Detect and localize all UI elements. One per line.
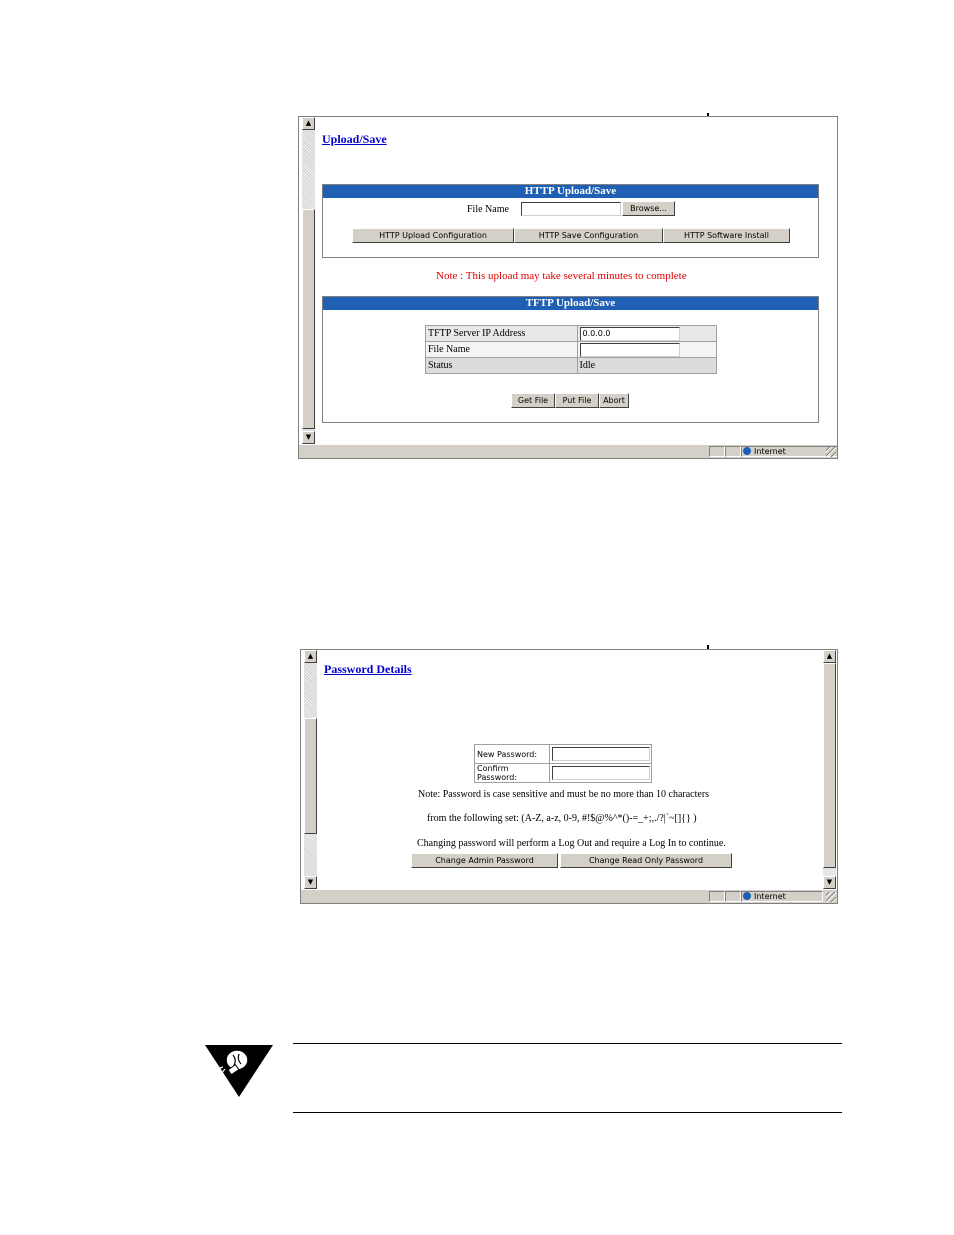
http-upload-configuration-button[interactable]: HTTP Upload Configuration bbox=[352, 228, 514, 243]
down-arrow-icon[interactable]: ▼ bbox=[302, 431, 315, 444]
confirm-password-label: Confirm Password: bbox=[475, 764, 550, 783]
change-read-only-password-button[interactable]: Change Read Only Password bbox=[560, 853, 732, 868]
status-bar-cell bbox=[725, 891, 741, 902]
status-zone-label: Internet bbox=[754, 447, 786, 456]
browse-button[interactable]: Browse... bbox=[622, 201, 675, 216]
tftp-status-value: Idle bbox=[577, 358, 717, 374]
tftp-server-ip-input[interactable]: 0.0.0.0 bbox=[580, 327, 680, 341]
tftp-server-ip-cell bbox=[577, 326, 717, 342]
upload-save-window bbox=[298, 116, 838, 459]
table-row bbox=[475, 745, 652, 764]
new-password-input[interactable] bbox=[552, 747, 650, 761]
password-table bbox=[474, 744, 652, 783]
tftp-server-ip-label: TFTP Server IP Address bbox=[426, 326, 578, 342]
globe-icon bbox=[743, 892, 751, 900]
table-row bbox=[426, 342, 717, 358]
new-password-cell bbox=[550, 745, 652, 764]
put-file-button[interactable]: Put File bbox=[555, 393, 599, 408]
note-top-rule bbox=[293, 1043, 842, 1044]
scrollbar-thumb[interactable] bbox=[823, 663, 836, 868]
http-upload-panel bbox=[322, 184, 819, 258]
password-details-window bbox=[300, 649, 838, 904]
page-title-link[interactable]: Password Details bbox=[324, 662, 412, 676]
password-rules-note: Note: Password is case sensitive and must be no more than 10 characters bbox=[418, 789, 710, 800]
lightbulb-tip-icon bbox=[203, 1043, 275, 1099]
status-bar-cell bbox=[709, 446, 725, 457]
get-file-button[interactable]: Get File bbox=[511, 393, 555, 408]
tftp-panel-title: TFTP Upload/Save bbox=[323, 297, 818, 310]
table-row bbox=[426, 326, 717, 342]
note-bottom-rule bbox=[293, 1112, 842, 1113]
down-arrow-icon[interactable]: ▼ bbox=[304, 876, 317, 889]
http-software-install-button[interactable]: HTTP Software Install bbox=[663, 228, 790, 243]
scrollbar-thumb[interactable] bbox=[304, 718, 317, 834]
resize-grip-icon[interactable] bbox=[826, 892, 836, 902]
resize-grip-icon[interactable] bbox=[826, 447, 836, 457]
right-scrollbar[interactable] bbox=[823, 650, 836, 889]
up-arrow-icon[interactable]: ▲ bbox=[304, 650, 317, 663]
vertical-scrollbar[interactable] bbox=[302, 117, 315, 444]
table-row bbox=[426, 358, 717, 374]
status-zone-label: Internet bbox=[754, 892, 786, 901]
status-bar bbox=[299, 444, 837, 458]
tftp-upload-panel bbox=[322, 296, 819, 423]
logout-note: Changing password will perform a Log Out and require a Log In to continue. bbox=[417, 838, 726, 849]
password-charset-note: from the following set: (A-Z, a-z, 0-9, #!$@%^*()-=_+;,./?|`~[]{} ) bbox=[427, 813, 697, 824]
tftp-file-name-input[interactable] bbox=[580, 343, 680, 357]
http-file-name-input[interactable] bbox=[521, 202, 621, 216]
new-password-label: New Password: bbox=[475, 745, 550, 764]
globe-icon bbox=[743, 447, 751, 455]
status-zone bbox=[743, 445, 786, 458]
page-title-link[interactable]: Upload/Save bbox=[322, 132, 387, 146]
file-name-label: File Name bbox=[467, 204, 509, 215]
table-row bbox=[475, 764, 652, 783]
upload-time-note: Note : This upload may take several minutes to complete bbox=[436, 270, 687, 282]
http-save-configuration-button[interactable]: HTTP Save Configuration bbox=[514, 228, 663, 243]
status-zone bbox=[743, 890, 786, 903]
up-arrow-icon[interactable]: ▲ bbox=[302, 117, 315, 130]
status-bar bbox=[301, 889, 837, 903]
change-admin-password-button[interactable]: Change Admin Password bbox=[411, 853, 558, 868]
status-bar-cell bbox=[709, 891, 725, 902]
up-arrow-icon[interactable]: ▲ bbox=[823, 650, 836, 663]
tftp-settings-table bbox=[425, 325, 717, 374]
confirm-password-input[interactable] bbox=[552, 766, 650, 780]
tftp-file-name-cell bbox=[577, 342, 717, 358]
down-arrow-icon[interactable]: ▼ bbox=[823, 876, 836, 889]
abort-button[interactable]: Abort bbox=[599, 393, 629, 408]
scrollbar-thumb[interactable] bbox=[302, 209, 315, 429]
http-panel-title: HTTP Upload/Save bbox=[323, 185, 818, 198]
status-bar-cell bbox=[725, 446, 741, 457]
tftp-file-name-label: File Name bbox=[426, 342, 578, 358]
left-scrollbar[interactable] bbox=[304, 650, 317, 889]
confirm-password-cell bbox=[550, 764, 652, 783]
tftp-status-label: Status bbox=[426, 358, 578, 374]
